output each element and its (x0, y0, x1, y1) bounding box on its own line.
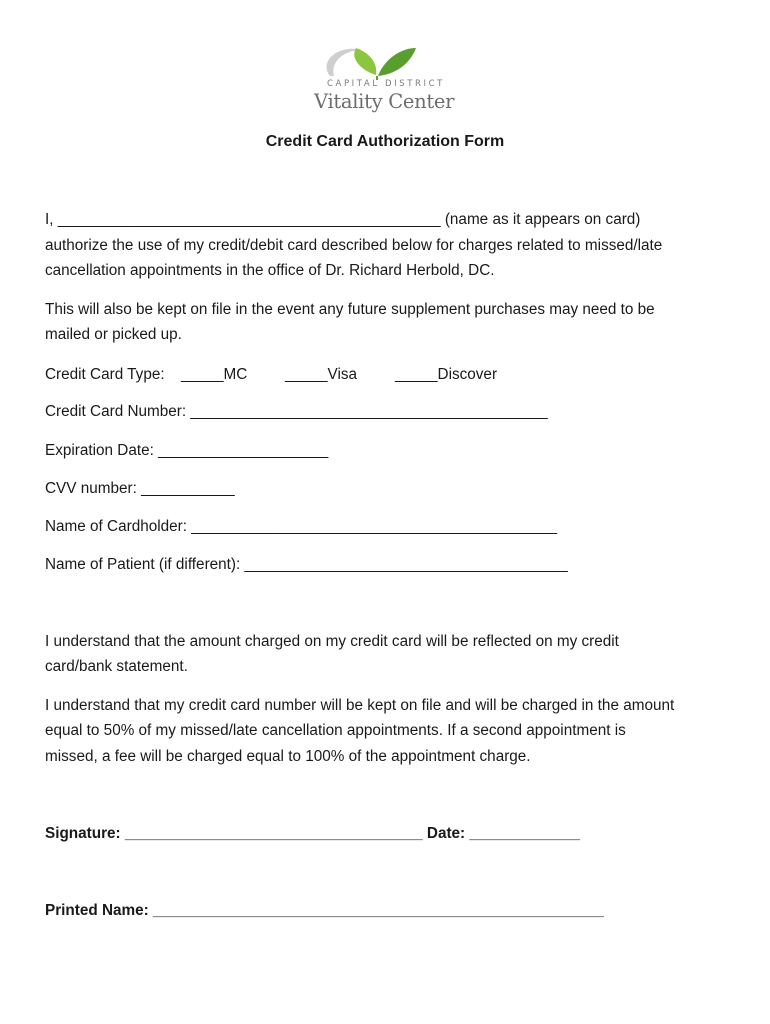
intro-line-3: cancellation appointments in the office of Dr. Richard Herbold, DC. (45, 262, 495, 279)
cardholder-name-field[interactable]: Name of Cardholder: ___________________________________________ (45, 518, 558, 535)
intro-line-2: authorize the use of my credit/debit card described below for charges related to missed/late (45, 237, 663, 254)
expiration-date-field[interactable]: Expiration Date: ____________________ (45, 442, 329, 459)
supplement-line-1: This will also be kept on file in the event any future supplement purchases may need to be (45, 301, 655, 318)
terms-line-1: I understand that my credit card number will be kept on file and will be charged in the amount (45, 697, 675, 714)
card-type-label: Credit Card Type: (45, 366, 165, 383)
intro-line-1: I, _____________________________________________ (name as it appears on card) (45, 211, 641, 228)
terms-line-2: equal to 50% of my missed/late cancellation appointments. If a second appointment is (45, 722, 626, 739)
logo-name: Vitality Center (314, 90, 455, 113)
signature-date-field[interactable]: Signature: ___________________________________ Date: _____________ (45, 825, 580, 842)
patient-name-field[interactable]: Name of Patient (if different): ______________________________________ (45, 556, 568, 573)
supplement-line-2: mailed or picked up. (45, 326, 182, 343)
printed-name-field[interactable]: Printed Name: _____________________________________________________ (45, 902, 604, 919)
card-number-field[interactable]: Credit Card Number: __________________________________________ (45, 403, 548, 420)
card-type-discover-field[interactable]: _____Discover (395, 366, 498, 383)
card-type-mc-field[interactable]: _____MC (181, 366, 248, 383)
vitality-center-logo (310, 42, 460, 118)
form-title: Credit Card Authorization Form (265, 133, 505, 150)
logo-subtitle: CAPITAL DISTRICT (327, 79, 445, 89)
statement-line-2: card/bank statement. (45, 658, 188, 675)
card-type-visa-field[interactable]: _____Visa (285, 366, 358, 383)
cvv-field[interactable]: CVV number: ___________ (45, 480, 235, 497)
statement-line-1: I understand that the amount charged on my credit card will be reflected on my credit (45, 633, 619, 650)
terms-line-3: missed, a fee will be charged equal to 100% of the appointment charge. (45, 748, 531, 765)
